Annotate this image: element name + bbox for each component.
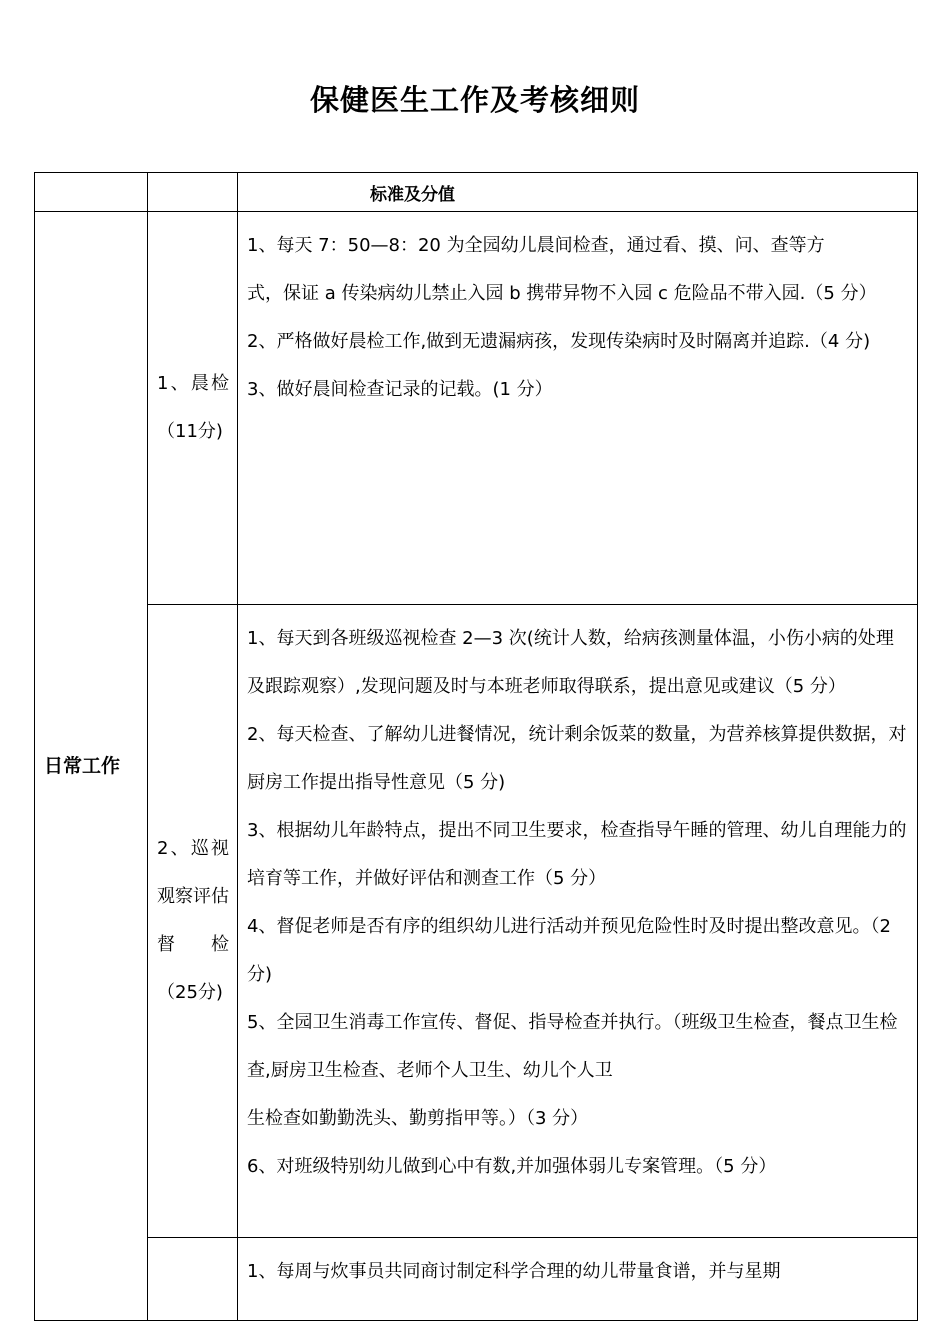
criteria-item: 4、督促老师是否有序的组织幼儿进行活动并预见危险性时及时提出整改意见。（2 分)	[247, 916, 891, 985]
criteria-item: 2、严格做好晨检工作,做到无遗漏病孩，发现传染病时及时隔离并追踪.（4 分)	[247, 331, 871, 352]
criteria-item: 1、每天 7：50—8：20 为全园幼儿晨间检查，通过看、摸、问、查等方	[247, 235, 825, 256]
section-label: 1、晨检（11分)	[148, 212, 238, 605]
section-label	[148, 1238, 238, 1321]
criteria-item: 3、根据幼儿年龄特点，提出不同卫生要求，检查指导午睡的管理、幼儿自理能力的培育等工作，并做好评估和测查工作（5 分）	[247, 820, 907, 889]
criteria-item: 3、做好晨间检查记录的记载。(1 分）	[247, 379, 553, 400]
criteria-item: 2、每天检查、了解幼儿进餐情况，统计剩余饭菜的数量，为营养核算提供数据，对厨房工作提出指导性意见（5 分)	[247, 724, 907, 793]
header-cell-category	[35, 173, 148, 212]
section-content	[238, 605, 918, 1238]
section-label: 2、巡视观察评估督检（25分)	[148, 605, 238, 1238]
assessment-table	[34, 172, 918, 1321]
criteria-item: 6、对班级特别幼儿做到心中有数,并加强体弱儿专案管理。（5 分）	[247, 1156, 777, 1177]
table-header-row	[35, 173, 918, 212]
criteria-item: 生检查如勤勤洗头、勤剪指甲等。）（3 分）	[247, 1108, 589, 1129]
criteria-item: 1、每周与炊事员共同商讨制定科学合理的幼儿带量食谱，并与星期	[247, 1261, 781, 1282]
section-content	[238, 1238, 918, 1321]
table-row	[35, 605, 918, 1238]
table-row	[35, 1238, 918, 1321]
document-title: 保健医生工作及考核细则	[309, 83, 640, 117]
category-cell: 日常工作	[35, 212, 148, 1321]
table-row	[35, 212, 918, 605]
criteria-item: 式，保证 a 传染病幼儿禁止入园 b 携带异物不入园 c 危险品不带入园.（5 分）	[247, 283, 877, 304]
criteria-item: 1、每天到各班级巡视检查 2—3 次(统计人数，给病孩测量体温，小伤小病的处理及跟踪观察）,发现问题及时与本班老师取得联系，提出意见或建议（5 分）	[247, 628, 894, 697]
header-cell-item	[148, 173, 238, 212]
header-cell-standard: 标准及分值	[238, 173, 918, 212]
criteria-item: 5、全园卫生消毒工作宣传、督促、指导检查并执行。（班级卫生检查，餐点卫生检查,厨房卫生检查、老师个人卫生、幼儿个人卫	[247, 1012, 898, 1081]
section-content	[238, 212, 918, 605]
